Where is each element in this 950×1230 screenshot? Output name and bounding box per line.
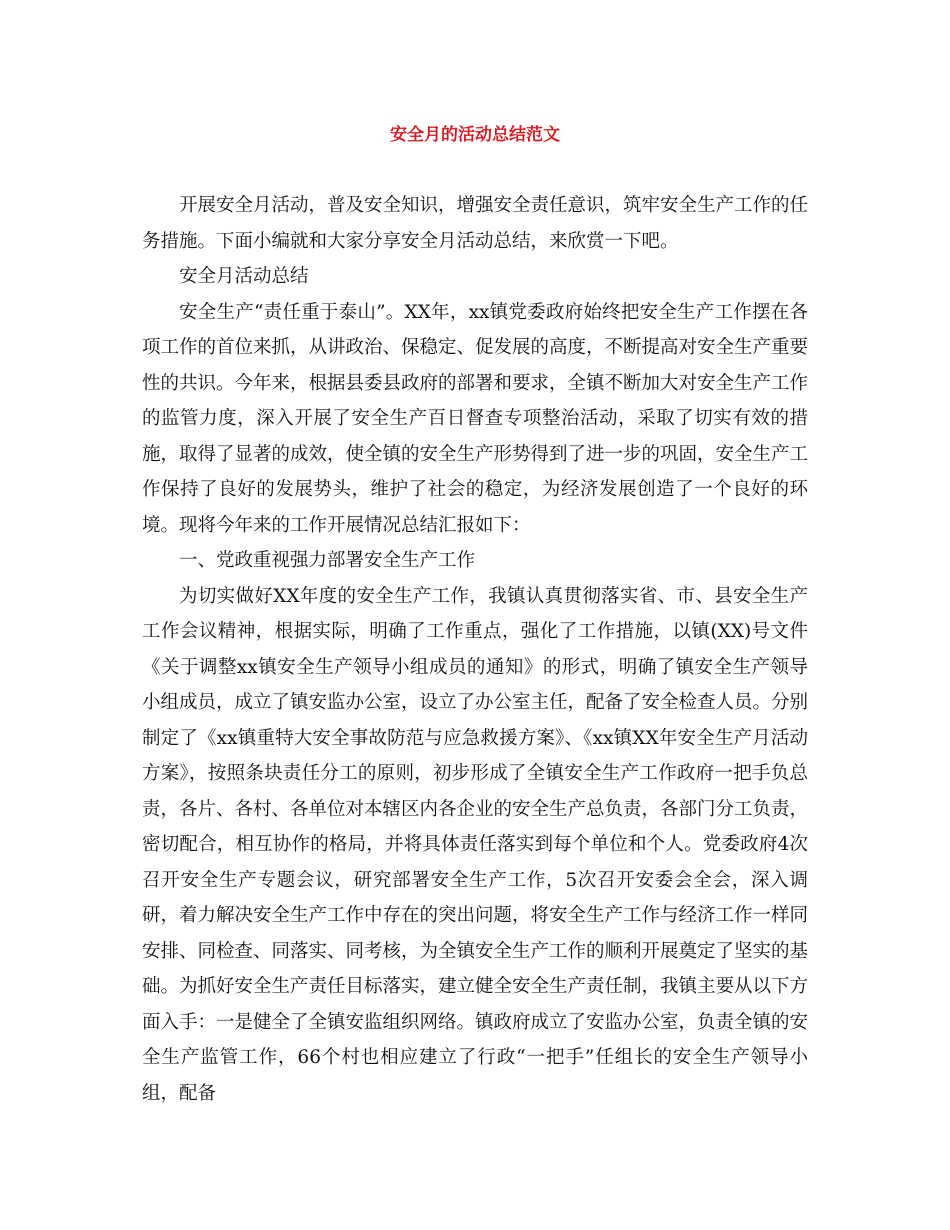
paragraph-intro: 开展安全月活动，普及安全知识，增强安全责任意识，筑牢安全生产工作的任务措施。下面小编就和大家分享安全月活动总结，来欣赏一下吧。 [142,195,809,252]
section-heading-1: 一、党政重视强力部署安全生产工作 [179,550,476,571]
document-page [142,0,808,1230]
paragraph-section-1: 为切实做好XX年度的安全生产工作，我镇认真贯彻落实省、市、县安全生产工作会议精神，根据实际，明确了工作重点，强化了工作措施，以镇(XX)号文件《关于调整xx镇安全生产领导小组成员的通知》的形式，明确了镇安全生产领导小组成员，成立了镇安监办公室，设立了办公室主任，配备了安全检查人员。分别制定了《xx镇重特大安全事故防范与应急救援方案》、《xx镇XX年安全生产月活动方案》，按照条块责任分工的原则，初步形成了全镇安全生产工作政府一把手负总责，各片、各村、各单位对本辖区内各企业的安全生产总负责，各部门分工负责，密切配合，相互协作的格局，并将具体责任落实到每个单位和个人。党委政府4次召开安全生产专题会议，研究部署安全生产工作，5次召开安委会全会，深入调研，着力解决安全生产工作中存在的突出问题，将安全生产工作与经济工作一样同安排、同检查、同落实、同考核，为全镇安全生产工作的顺利开展奠定了坚实的基础。为抓好安全生产责任目标落实，建立健全安全生产责任制，我镇主要从以下方面入手：一是健全了全镇安监组织网络。镇政府成立了安监办公室，负责全镇的安全生产监管工作，66个村也相应建立了行政“一把手”任组长的安全生产领导小组，配备 [142,585,809,1104]
document-title: 安全月的活动总结范文 [390,125,560,145]
paragraph-overview: 安全生产“责任重于泰山”。XX年，xx镇党委政府始终把安全生产工作摆在各项工作的首位来抓，从讲政治、保稳定、促发展的高度，不断提高对安全生产重要性的共识。今年来，根据县委县政府的部署和要求，全镇不断加大对安全生产工作的监管力度，深入开展了安全生产百日督查专项整治活动，采取了切实有效的措施，取得了显著的成效，使全镇的安全生产形势得到了进一步的巩固，安全生产工作保持了良好的发展势头，维护了社会的稳定，为经济发展创造了一个良好的环境。现将今年来的工作开展情况总结汇报如下： [142,301,809,536]
section-heading-summary: 安全月活动总结 [179,266,309,287]
document-body [142,188,808,1111]
